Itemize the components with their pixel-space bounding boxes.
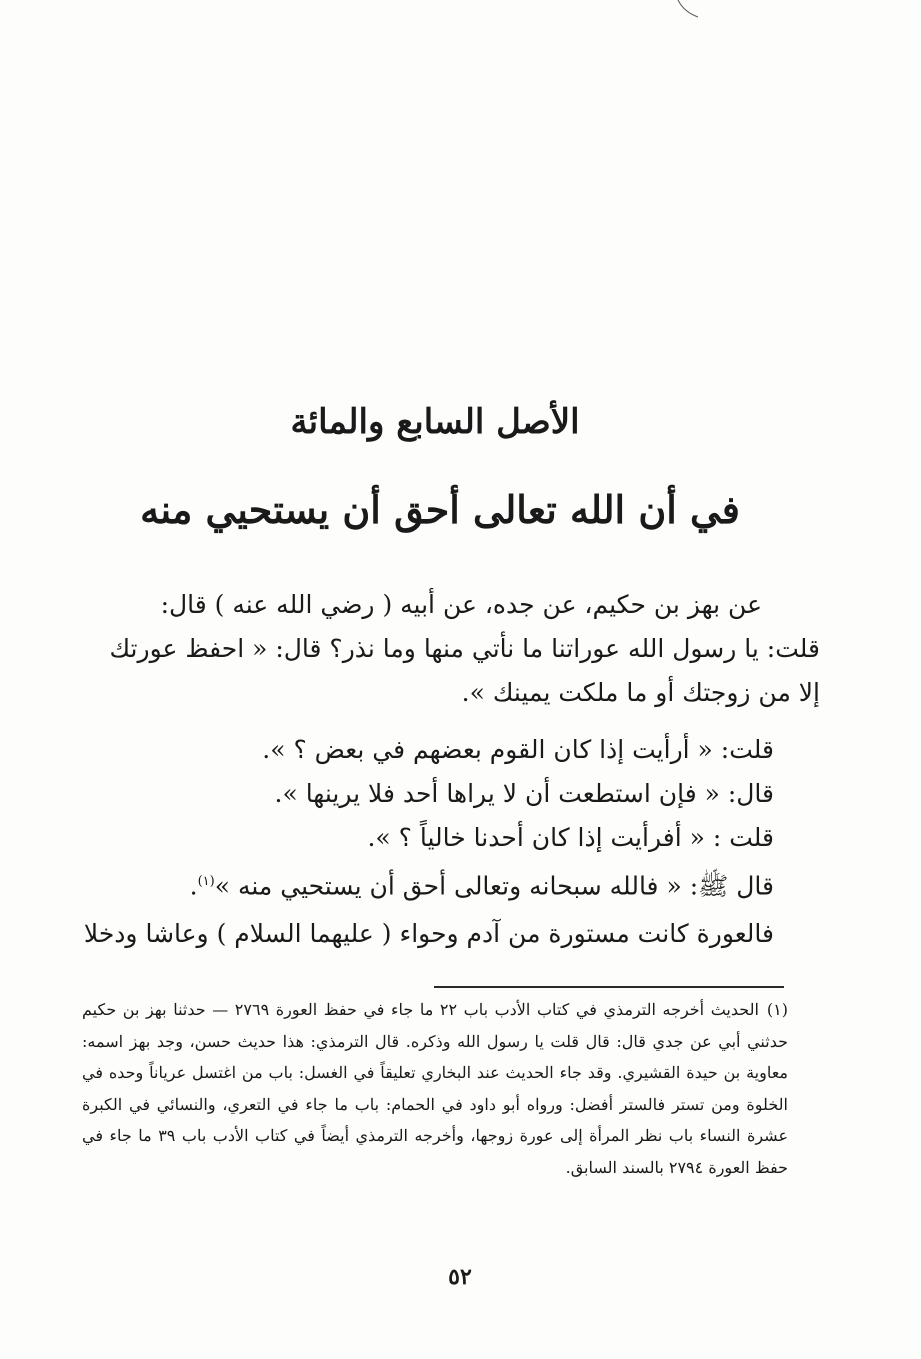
footnote bbox=[82, 994, 788, 1184]
dialogue-line: قلت : « أفرأيت إذا كان أحدنا خالياً ؟ ». bbox=[367, 823, 774, 852]
footnote-reference[interactable]: (١) bbox=[197, 874, 215, 889]
footnote-text: الحديث أخرجه الترمذي في كتاب الأدب باب ٢٢ ما جاء في حفظ العورة ٢٧٦٩ — حدثنا بهز بن حكيم حدثني أبي عن جدي قال: قال قلت يا رسول الله وذكره. قال الترمذي: هذا حديث حسن، وجد بهز اسمه: معاوية بن حيدة القشيري. وقد جاء الحديث عند البخاري تعليقاً في الغسل: باب من اغتسل عرياناً وحده في الخلوة ومن تستر فالستر أفضل: ورواه أبو داود في الحمام: باب ما جاء في التعري، والنسائي في الكبرة عشرة النساء باب نظر المرأة إلى عورة زوجها، وأخرجه الترمذي أيضاً في كتاب الأدب باب ٣٩ ما جاء في حفظ العورة ٢٧٩٤ بالسند السابق. bbox=[82, 1000, 789, 1177]
intro-line: إلا من زوجتك أو ما ملكت يمينك ». bbox=[461, 678, 820, 707]
scan-artifact-mark bbox=[676, 0, 700, 18]
dialogue-text: قال ﷺ: « فالله سبحانه وتعالى أحق أن يستحيي منه » bbox=[214, 871, 774, 901]
chapter-title: الأصل السابع والمائة bbox=[290, 402, 580, 442]
intro-paragraph bbox=[100, 583, 820, 715]
footnote-divider bbox=[434, 986, 784, 988]
period: . bbox=[189, 871, 198, 901]
continuation-line: فالعورة كانت مستورة من آدم وحواء ( عليهما السلام ) وعاشا ودخلا bbox=[83, 919, 774, 948]
page-number: ٥٢ bbox=[448, 1264, 472, 1290]
footnote-marker: (١) bbox=[766, 1000, 789, 1019]
intro-line: عن بهز بن حكيم، عن جده، عن أبيه ( رضي الله عنه ) قال: bbox=[160, 590, 762, 619]
dialogue-line: قلت: « أرأيت إذا كان القوم بعضهم في بعض ؟ ». bbox=[262, 735, 774, 764]
chapter-subtitle: في أن الله تعالى أحق أن يستحيي منه bbox=[140, 487, 740, 532]
dialogue-block bbox=[100, 728, 774, 908]
dialogue-line: قال: « فإن استطعت أن لا يراها أحد فلا يرينها ». bbox=[274, 779, 774, 808]
continuation-paragraph bbox=[80, 912, 774, 956]
dialogue-line bbox=[100, 860, 774, 908]
intro-line: قلت: يا رسول الله عوراتنا ما نأتي منها وما نذر؟ قال: « احفظ عورتك bbox=[109, 634, 820, 663]
